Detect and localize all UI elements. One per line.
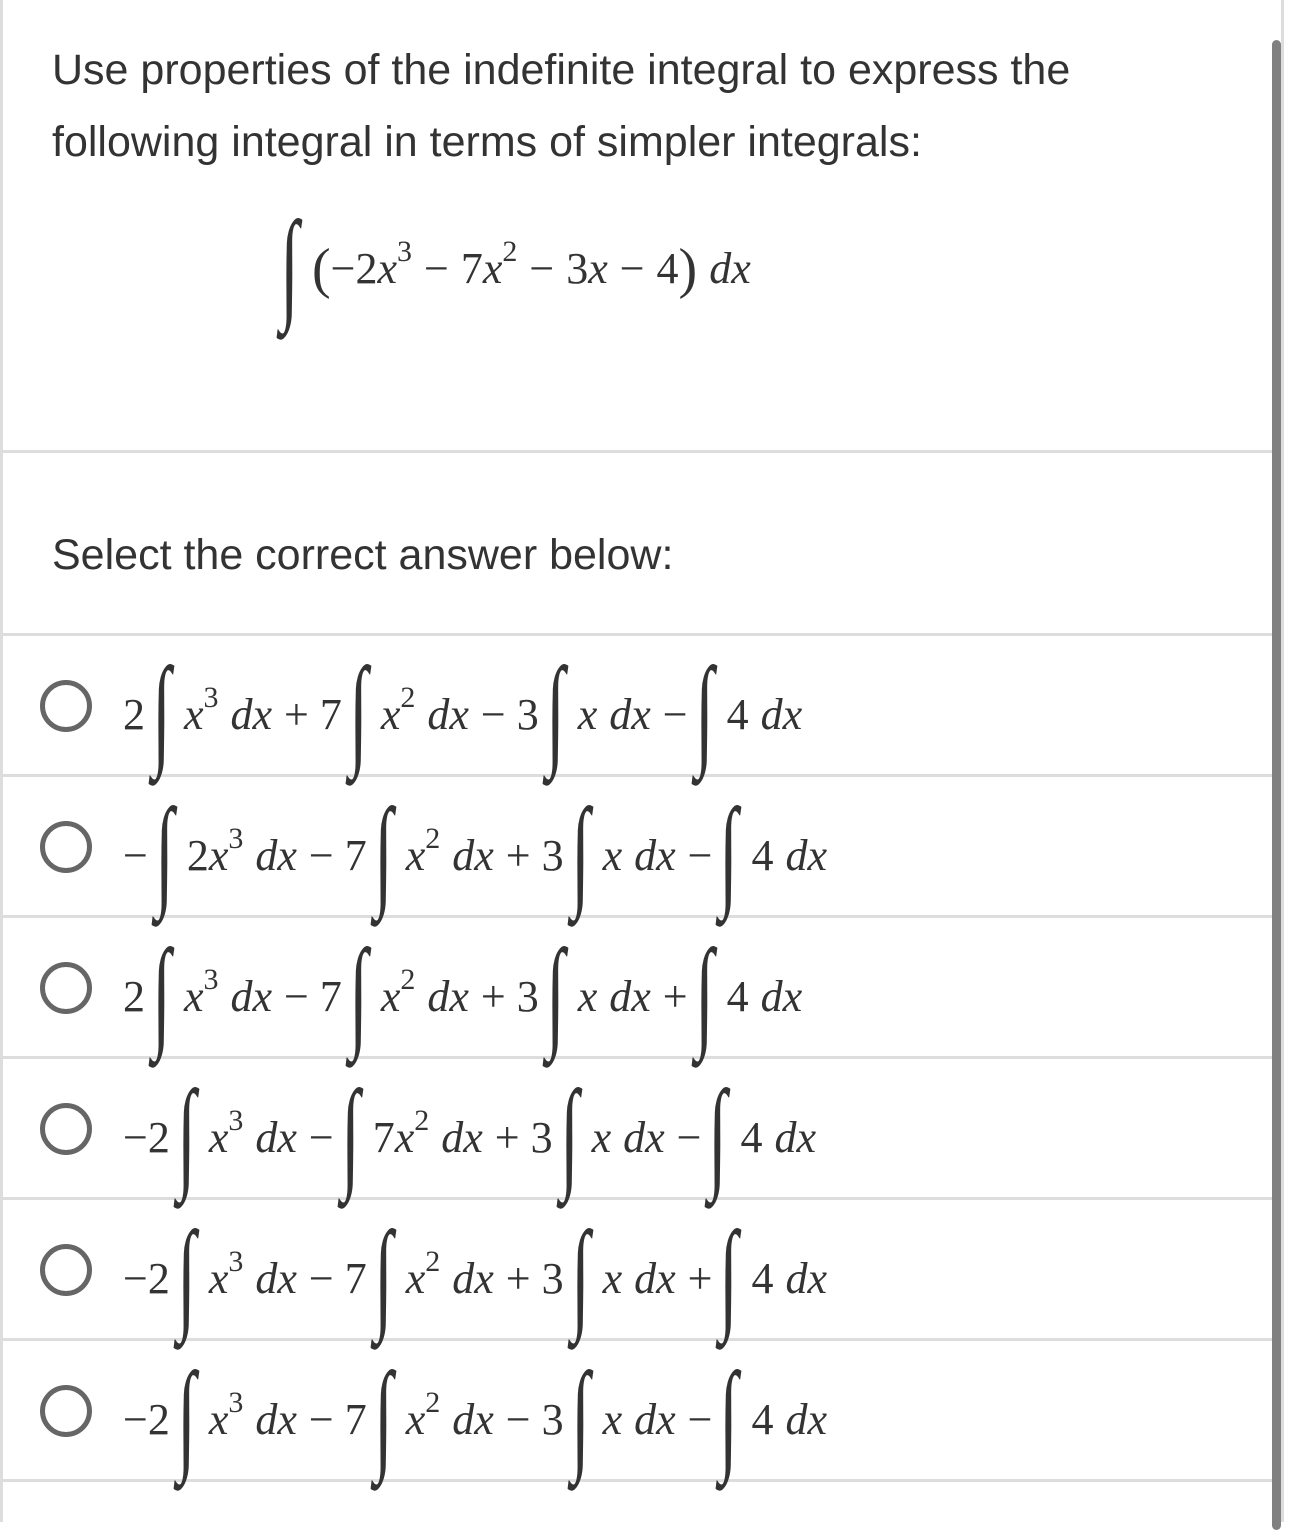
- exponent: 3: [397, 235, 412, 268]
- variable: x: [183, 972, 204, 1021]
- open-paren: (: [311, 238, 331, 300]
- prompt-block: [3, 453, 1281, 636]
- operator: −: [424, 244, 449, 293]
- term-prefix: + 3: [494, 1113, 553, 1162]
- radio-button[interactable]: [40, 680, 92, 732]
- integral-sign: ∫: [373, 1208, 393, 1345]
- integral-sign: ∫: [340, 1067, 360, 1204]
- answer-option-5[interactable]: [3, 1200, 1281, 1345]
- term-prefix: −: [687, 831, 713, 880]
- variable: x: [577, 972, 598, 1021]
- term-prefix: −2: [123, 1113, 170, 1162]
- integral-sign: ∫: [373, 1349, 393, 1486]
- exponent: 2: [425, 1386, 441, 1419]
- coefficient: 4: [751, 831, 774, 880]
- term-prefix: + 3: [480, 972, 539, 1021]
- variable: x: [602, 831, 623, 880]
- term-prefix: −2: [123, 1254, 170, 1303]
- integral-sign: ∫: [152, 644, 171, 781]
- exponent: 2: [414, 1104, 430, 1137]
- integral-sign: ∫: [176, 1208, 196, 1345]
- term-prefix: −2: [123, 1395, 170, 1444]
- differential: dx: [774, 1113, 816, 1162]
- integral-sign: ∫: [280, 198, 299, 335]
- term-prefix: −: [308, 1113, 334, 1162]
- coefficient: 4: [740, 1113, 763, 1162]
- variable: x: [405, 1254, 426, 1303]
- integral-sign: ∫: [154, 785, 174, 922]
- option-expression: [123, 785, 827, 922]
- exponent: 3: [203, 963, 219, 996]
- variable: x: [208, 1254, 229, 1303]
- integral-sign: ∫: [719, 1349, 739, 1486]
- integral-sign: ∫: [719, 785, 739, 922]
- radio-button[interactable]: [40, 821, 92, 873]
- differential: dx: [623, 1113, 665, 1162]
- term-prefix: 2: [123, 690, 145, 739]
- integral-sign: ∫: [176, 1349, 196, 1486]
- differential: dx: [427, 972, 469, 1021]
- answer-option-6[interactable]: [3, 1341, 1281, 1486]
- differential: dx: [230, 972, 273, 1021]
- integral-sign: ∫: [373, 785, 393, 922]
- term-prefix: −: [676, 1113, 702, 1162]
- term-prefix: − 7: [308, 831, 367, 880]
- option-expression: [123, 1067, 816, 1204]
- differential: dx: [760, 690, 803, 739]
- variable: x: [208, 831, 229, 880]
- option-expression: [123, 926, 803, 1063]
- variable: x: [380, 972, 401, 1021]
- radio-button[interactable]: [40, 1385, 92, 1437]
- term-prefix: − 3: [505, 1395, 564, 1444]
- answer-option-4[interactable]: [3, 1059, 1281, 1204]
- coefficient: 4: [751, 1395, 774, 1444]
- answer-option-3[interactable]: [3, 918, 1281, 1063]
- differential: dx: [255, 831, 297, 880]
- term-prefix: − 7: [284, 972, 342, 1021]
- variable: x: [602, 1395, 623, 1444]
- variable: x: [183, 690, 204, 739]
- integral-sign: ∫: [694, 644, 714, 781]
- integral-sign: ∫: [349, 926, 368, 1063]
- variable: x: [577, 690, 598, 739]
- integral-sign: ∫: [152, 926, 171, 1063]
- exponent: 3: [228, 1386, 244, 1419]
- integral-sign: ∫: [349, 644, 368, 781]
- variable: x: [588, 244, 608, 293]
- term-prefix: − 3: [480, 690, 539, 739]
- integral-sign: ∫: [545, 926, 565, 1063]
- term-prefix: − 7: [308, 1254, 367, 1303]
- coefficient: 7: [460, 244, 483, 293]
- exponent: 3: [203, 681, 219, 714]
- radio-button[interactable]: [40, 962, 92, 1014]
- exponent: 3: [228, 822, 244, 855]
- differential: dx: [255, 1254, 297, 1303]
- answer-option-2[interactable]: [3, 777, 1281, 922]
- scrollbar[interactable]: [1272, 40, 1281, 1530]
- coefficient: 4: [751, 1254, 774, 1303]
- exponent: 2: [400, 681, 416, 714]
- coefficient: −2: [330, 244, 378, 293]
- operator: −: [619, 244, 645, 293]
- differential: dx: [230, 690, 273, 739]
- integral-sign: ∫: [570, 785, 590, 922]
- variable: x: [394, 1113, 415, 1162]
- term-prefix: + 3: [505, 1254, 564, 1303]
- variable: x: [591, 1113, 612, 1162]
- operator: −: [529, 244, 555, 293]
- variable: x: [208, 1395, 229, 1444]
- exponent: 3: [228, 1104, 244, 1137]
- differential: dx: [609, 972, 651, 1021]
- term-prefix: −: [687, 1395, 713, 1444]
- coefficient: 2: [186, 831, 209, 880]
- differential: dx: [785, 1254, 827, 1303]
- exponent: 2: [425, 822, 441, 855]
- close-paren: ): [678, 238, 698, 300]
- coefficient: 4: [726, 690, 749, 739]
- differential: dx: [785, 831, 827, 880]
- differential: dx: [609, 690, 651, 739]
- integrand: [330, 235, 679, 293]
- differential: dx: [634, 1254, 676, 1303]
- integral-sign: ∫: [719, 1208, 739, 1345]
- integral-sign: ∫: [570, 1349, 590, 1486]
- differential: dx: [760, 972, 803, 1021]
- exponent: 2: [425, 1245, 441, 1278]
- differential: dx: [427, 690, 469, 739]
- exponent: 2: [400, 963, 416, 996]
- term-prefix: + 3: [505, 831, 564, 880]
- integral-sign: ∫: [559, 1067, 579, 1204]
- variable: x: [602, 1254, 623, 1303]
- variable: x: [405, 1395, 426, 1444]
- term-prefix: + 7: [284, 690, 342, 739]
- variable: x: [380, 690, 401, 739]
- exponent: 3: [228, 1245, 244, 1278]
- differential: dx: [255, 1113, 297, 1162]
- term-prefix: +: [687, 1254, 713, 1303]
- differential: dx: [634, 1395, 676, 1444]
- term-prefix: 2: [123, 972, 145, 1021]
- radio-button[interactable]: [40, 1103, 92, 1155]
- coefficient: 7: [372, 1113, 395, 1162]
- question-block: [3, 0, 1281, 453]
- integral-sign: ∫: [694, 926, 714, 1063]
- question-integral: [275, 198, 751, 335]
- coefficient: 4: [656, 244, 679, 293]
- variable: x: [405, 831, 426, 880]
- differential: dx: [709, 244, 751, 293]
- option-expression: [123, 1349, 827, 1486]
- option-expression: [123, 644, 803, 781]
- variable: x: [208, 1113, 229, 1162]
- term-prefix: +: [662, 972, 688, 1021]
- integral-sign: ∫: [570, 1208, 590, 1345]
- option-expression: [123, 1208, 827, 1345]
- differential: dx: [452, 831, 494, 880]
- differential: dx: [255, 1395, 297, 1444]
- radio-button[interactable]: [40, 1244, 92, 1296]
- differential: dx: [452, 1254, 494, 1303]
- coefficient: 4: [726, 972, 749, 1021]
- question-text: Use properties of the indefinite integral to express the following integral in terms of simpler integrals:: [52, 46, 1071, 166]
- exponent: 2: [502, 235, 518, 268]
- differential: dx: [785, 1395, 827, 1444]
- variable: x: [482, 244, 503, 293]
- differential: dx: [441, 1113, 483, 1162]
- term-prefix: −: [662, 690, 688, 739]
- coefficient: 3: [566, 244, 589, 293]
- integral-sign: ∫: [176, 1067, 196, 1204]
- answer-option-1[interactable]: [3, 636, 1281, 781]
- differential: dx: [634, 831, 676, 880]
- term-prefix: −: [123, 831, 148, 880]
- prompt-text: Select the correct answer below:: [52, 531, 674, 579]
- integral-sign: ∫: [708, 1067, 728, 1204]
- variable: x: [377, 244, 397, 293]
- term-prefix: − 7: [308, 1395, 367, 1444]
- integral-sign: ∫: [545, 644, 565, 781]
- differential: dx: [452, 1395, 494, 1444]
